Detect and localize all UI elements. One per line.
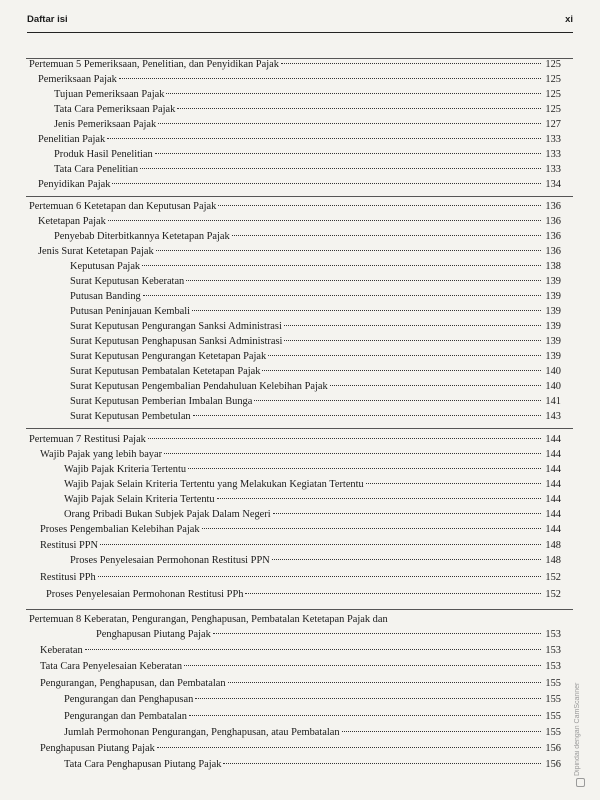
toc-page-number: 136 [545,216,561,227]
toc-entry-title: Penelitian Pajak [38,134,106,145]
running-head-page-number: xi [565,14,573,25]
toc-entry[interactable] [38,244,561,259]
toc-page-number: 153 [545,629,561,640]
toc-entry[interactable] [40,741,561,756]
scanner-logo-icon [576,778,585,787]
toc-entry-title: Jenis Pemeriksaan Pajak [54,119,157,130]
toc-entry-title: Wajib Pajak yang lebih bayar [40,449,163,460]
toc-section-title-continued: Penghapusan Piutang Pajak [96,629,211,640]
toc-entry[interactable] [38,72,561,87]
toc-page-number: 155 [545,727,561,738]
dot-leader [188,468,541,469]
toc-entry[interactable] [70,379,561,394]
toc-page-number: 155 [545,711,561,722]
toc-entry-title: Penyidikan Pajak [38,179,111,190]
dot-leader [245,593,541,594]
dot-leader [281,63,541,64]
toc-section-title: Pertemuan 7 Restitusi Pajak [29,434,146,445]
scanner-watermark: Dipindai dengan CamScanner [574,682,581,776]
toc-entry-title: Penyebab Diterbitkannya Ketetapan Pajak [54,231,230,242]
toc-page-number: 148 [545,540,561,551]
toc-entry[interactable] [38,132,561,147]
dot-leader [272,559,541,560]
toc-page-number: 155 [545,678,561,689]
section-divider [26,196,573,197]
toc-entry[interactable] [54,229,561,244]
dot-leader [100,544,541,545]
toc-page-number: 125 [545,74,561,85]
toc-page-number: 139 [545,306,561,317]
toc-entry[interactable] [64,725,561,740]
toc-entry[interactable] [40,676,561,691]
toc-entry[interactable] [38,177,561,192]
dot-leader [193,415,541,416]
toc-entry-title: Wajib Pajak Selain Kriteria Tertentu yang Melakukan Kegiatan Tertentu [64,479,364,490]
toc-page-number: 136 [545,246,561,257]
dot-leader [284,325,541,326]
toc-entry-title: Surat Keputusan Pemberian Imbalan Bunga [70,396,253,407]
dot-leader [366,483,541,484]
toc-entry[interactable] [70,289,561,304]
dot-leader [330,385,541,386]
toc-entry[interactable] [54,102,561,117]
toc-entry-title: Tata Cara Pemeriksaan Pajak [54,104,176,115]
toc-page-number: 133 [545,134,561,145]
toc-entry[interactable] [70,274,561,289]
dot-leader [140,168,541,169]
toc-page-number: 144 [545,449,561,460]
dot-leader [177,108,541,109]
toc-page-number: 141 [545,396,561,407]
toc-entry-title: Putusan Banding [70,291,141,302]
dot-leader [157,747,541,748]
toc-entry[interactable] [54,147,561,162]
toc-page-number: 134 [545,179,561,190]
toc-entry[interactable] [64,692,561,707]
dot-leader [268,355,541,356]
toc-page-number: 152 [545,589,561,600]
toc-page-number: 144 [545,509,561,520]
toc-entry[interactable] [70,259,561,274]
toc-entry-title: Surat Keputusan Pengurangan Ketetapan Pajak [70,351,267,362]
dot-leader [142,265,541,266]
toc-entry-title: Surat Keputusan Pembetulan [70,411,191,422]
toc-page-number: 136 [545,201,561,212]
toc-entry[interactable] [64,477,561,492]
toc-entry-title: Surat Keputusan Pembatalan Ketetapan Pajak [70,366,261,377]
toc-page-number: 139 [545,291,561,302]
toc-page-number: 144 [545,479,561,490]
dot-leader [223,763,541,764]
toc-page-number: 153 [545,645,561,656]
toc-entry[interactable] [54,87,561,102]
dot-leader [164,453,541,454]
toc-entry[interactable] [70,364,561,379]
toc-entry[interactable] [40,659,561,674]
toc-entry[interactable] [70,319,561,334]
toc-entry[interactable] [70,553,561,568]
dot-leader [166,93,541,94]
toc-section-8-continued[interactable] [96,627,561,642]
toc-entry-title: Pengurangan dan Penghapusan [64,694,194,705]
toc-page-number: 143 [545,411,561,422]
toc-section-title: Pertemuan 8 Keberatan, Pengurangan, Penghapusan, Pembatalan Ketetapan Pajak dan [29,614,388,625]
toc-entry[interactable] [70,304,561,319]
toc-entry-title: Putusan Peninjauan Kembali [70,306,191,317]
dot-leader [342,731,541,732]
toc-page-number: 139 [545,276,561,287]
toc-entry-title: Pengurangan, Penghapusan, dan Pembatalan [40,678,226,689]
dot-leader [108,220,541,221]
dot-leader [192,310,541,311]
toc-entry[interactable] [38,214,561,229]
toc-entry-title: Jumlah Permohonan Pengurangan, Penghapusan, atau Pembatalan [64,727,340,738]
toc-entry-title: Ketetapan Pajak [38,216,106,227]
toc-section-6[interactable] [29,199,561,214]
section-divider [26,428,573,429]
toc-page-number: 139 [545,336,561,347]
toc-page-number: 125 [545,104,561,115]
toc-entry-title: Pengurangan dan Pembatalan [64,711,187,722]
toc-section-8[interactable] [29,612,561,627]
toc-entry-title: Tata Cara Penyelesaian Keberatan [40,661,183,672]
toc-page-number: 133 [545,164,561,175]
toc-entry[interactable] [64,757,561,772]
toc-entry-title: Penghapusan Piutang Pajak [40,743,155,754]
toc-entry-title: Tujuan Pemeriksaan Pajak [54,89,165,100]
toc-entry[interactable] [40,538,561,553]
toc-section-7[interactable] [29,432,561,447]
dot-leader [213,633,541,634]
dot-leader [119,78,541,79]
toc-entry[interactable] [54,117,561,132]
dot-leader [143,295,541,296]
toc-page-number: 136 [545,231,561,242]
toc-page-number: 140 [545,366,561,377]
toc-page-number: 144 [545,464,561,475]
toc-entry[interactable] [46,587,561,602]
toc-entry[interactable] [40,522,561,537]
dot-leader [148,438,541,439]
toc-entry[interactable] [70,409,561,424]
toc-entry[interactable] [70,349,561,364]
toc-page-number: 144 [545,524,561,535]
toc-page-number: 156 [545,759,561,770]
toc-page-number: 155 [545,694,561,705]
toc-entry-title: Proses Penyelesaian Permohonan Restitusi PPN [70,555,270,566]
toc-page-number: 139 [545,351,561,362]
dot-leader [155,153,541,154]
toc-entry-title: Restitusi PPN [40,540,99,551]
toc-page-number: 140 [545,381,561,392]
dot-leader [284,340,541,341]
toc-entry[interactable] [64,709,561,724]
toc-entry-title: Pemeriksaan Pajak [38,74,117,85]
toc-entry-title: Surat Keputusan Keberatan [70,276,185,287]
toc-page-number: 139 [545,321,561,332]
toc-entry-title: Wajib Pajak Kriteria Tertentu [64,464,187,475]
dot-leader [218,205,541,206]
dot-leader [262,370,541,371]
toc-entry[interactable] [40,643,561,658]
dot-leader [107,138,541,139]
toc-page-number: 127 [545,119,561,130]
toc-entry-title: Surat Keputusan Pengurangan Sanksi Administrasi [70,321,282,332]
toc-entry[interactable] [64,492,561,507]
dot-leader [254,400,541,401]
dot-leader [85,649,541,650]
dot-leader [202,528,541,529]
toc-page-number: 138 [545,261,561,272]
page-header [27,10,573,33]
toc-entry[interactable] [64,507,561,522]
toc-section-title: Pertemuan 6 Ketetapan dan Keputusan Pajak [29,201,217,212]
toc-page-number: 148 [545,555,561,566]
toc-entry-title: Keberatan [40,645,83,656]
dot-leader [186,280,541,281]
toc-entry[interactable] [40,570,561,585]
toc-entry-title: Wajib Pajak Selain Kriteria Tertentu [64,494,215,505]
toc-entry[interactable] [70,394,561,409]
dot-leader [232,235,541,236]
dot-leader [195,698,541,699]
toc-entry-title: Restitusi PPh [40,572,96,583]
toc-page-number: 152 [545,572,561,583]
toc-section-title: Pertemuan 5 Pemeriksaan, Penelitian, dan Penyidikan Pajak [29,59,279,70]
toc-entry[interactable] [40,447,561,462]
dot-leader [189,715,541,716]
toc-entry[interactable] [70,334,561,349]
dot-leader [273,513,541,514]
toc-page-number: 156 [545,743,561,754]
toc-section-5[interactable] [29,57,561,72]
dot-leader [98,576,541,577]
toc-entry-title: Produk Hasil Penelitian [54,149,153,160]
toc-page-number: 133 [545,149,561,160]
toc-page-number: 125 [545,89,561,100]
toc-entry-title: Jenis Surat Ketetapan Pajak [38,246,154,257]
dot-leader [156,250,541,251]
toc-entry-title: Proses Pengembalian Kelebihan Pajak [40,524,200,535]
toc-entry[interactable] [64,462,561,477]
toc-entry-title: Surat Keputusan Pengembalian Pendahuluan Kelebihan Pajak [70,381,328,392]
toc-entry-title: Tata Cara Penghapusan Piutang Pajak [64,759,222,770]
toc-entry-title: Surat Keputusan Penghapusan Sanksi Administrasi [70,336,283,347]
toc-entry-title: Keputusan Pajak [70,261,141,272]
running-head-title: Daftar isi [27,14,68,25]
dot-leader [158,123,541,124]
toc-entry-title: Tata Cara Penelitian [54,164,139,175]
dot-leader [228,682,541,683]
toc-page-number: 153 [545,661,561,672]
toc-entry-title: Proses Penyelesaian Permohonan Restitusi PPh [46,589,244,600]
toc-page-number: 144 [545,434,561,445]
toc-page-number: 125 [545,59,561,70]
toc-page-number: 144 [545,494,561,505]
toc-entry[interactable] [54,162,561,177]
toc-entry-title: Orang Pribadi Bukan Subjek Pajak Dalam Negeri [64,509,271,520]
dot-leader [112,183,541,184]
section-divider [26,609,573,610]
dot-leader [184,665,541,666]
dot-leader [217,498,541,499]
